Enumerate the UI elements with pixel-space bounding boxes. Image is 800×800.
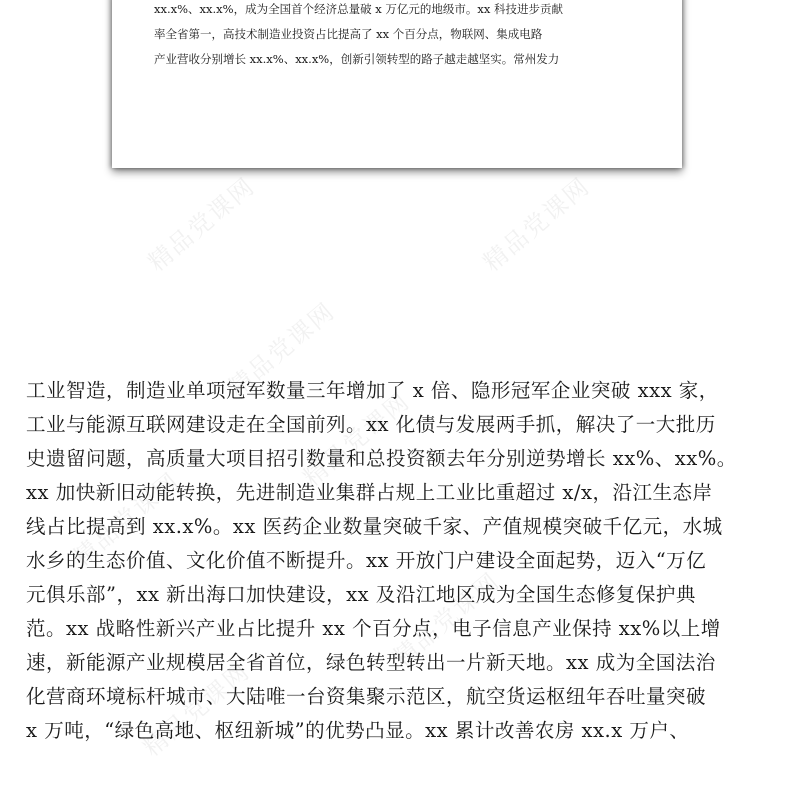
body-line: 工业与能源互联网建设走在全国前列。xx 化债与发展两手抓，解决了一大批历 — [26, 413, 716, 436]
body-line: 工业智造，制造业单项冠军数量三年增加了 x 倍、隐形冠军企业突破 xxx 家， — [26, 379, 719, 402]
body-line: 化营商环境标杆城市、大陆唯一台资集聚示范区，航空货运枢纽年吞吐量突破 — [26, 685, 707, 708]
preview-line: 产业营收分别增长 xx.x%、xx.x%，创新引领转型的路子越走越坚实。常州发力 — [154, 52, 560, 66]
watermark: 精品党课网 — [477, 171, 596, 277]
watermark: 精品党课网 — [142, 171, 261, 277]
body-line: 水乡的生态价值、文化价值不断提升。xx 开放门户建设全面起势，迈入“万亿 — [26, 549, 707, 572]
body-line: 元俱乐部”，xx 新出海口加快建设，xx 及沿江地区成为全国生态修复保护典 — [26, 583, 696, 606]
page-preview-card — [112, 0, 682, 168]
body-line: 速，新能源产业规模居全省首位，绿色转型转出一片新天地。xx 成为全国法治 — [26, 651, 716, 674]
body-line: 线占比提高到 xx.x%。xx 医药企业数量突破千家、产值规模突破千亿元，水城 — [26, 515, 723, 538]
body-text — [26, 374, 776, 748]
watermark: 精品党课网 — [297, 386, 416, 492]
body-line: xx 加快新旧动能转换，先进制造业集群占规上工业比重超过 x/x，沿江生态岸 — [26, 481, 713, 504]
watermark: 精品党课网 — [387, 566, 506, 672]
preview-line: 率全省第一，高技术制造业投资占比提高了 xx 个百分点，物联网、集成电路 — [154, 27, 543, 41]
watermark: 精品党课网 — [137, 656, 256, 762]
watermark: 精品党课网 — [222, 296, 341, 402]
body-line: x 万吨，“绿色高地、枢纽新城”的优势凸显。xx 累计改善农房 xx.x 万户、 — [26, 719, 690, 742]
body-line: 史遗留问题，高质量大项目招引数量和总投资额去年分别逆势增长 xx%、xx%。 — [26, 447, 737, 470]
preview-line: xx.x%、xx.x%，成为全国首个经济总量破 x 万亿元的地级市。xx 科技进步贡献 — [154, 2, 563, 16]
watermark: 精品党课网 — [67, 466, 186, 572]
body-line: 范。xx 战略性新兴产业占比提升 xx 个百分点，电子信息产业保持 xx%以上增 — [26, 617, 721, 640]
